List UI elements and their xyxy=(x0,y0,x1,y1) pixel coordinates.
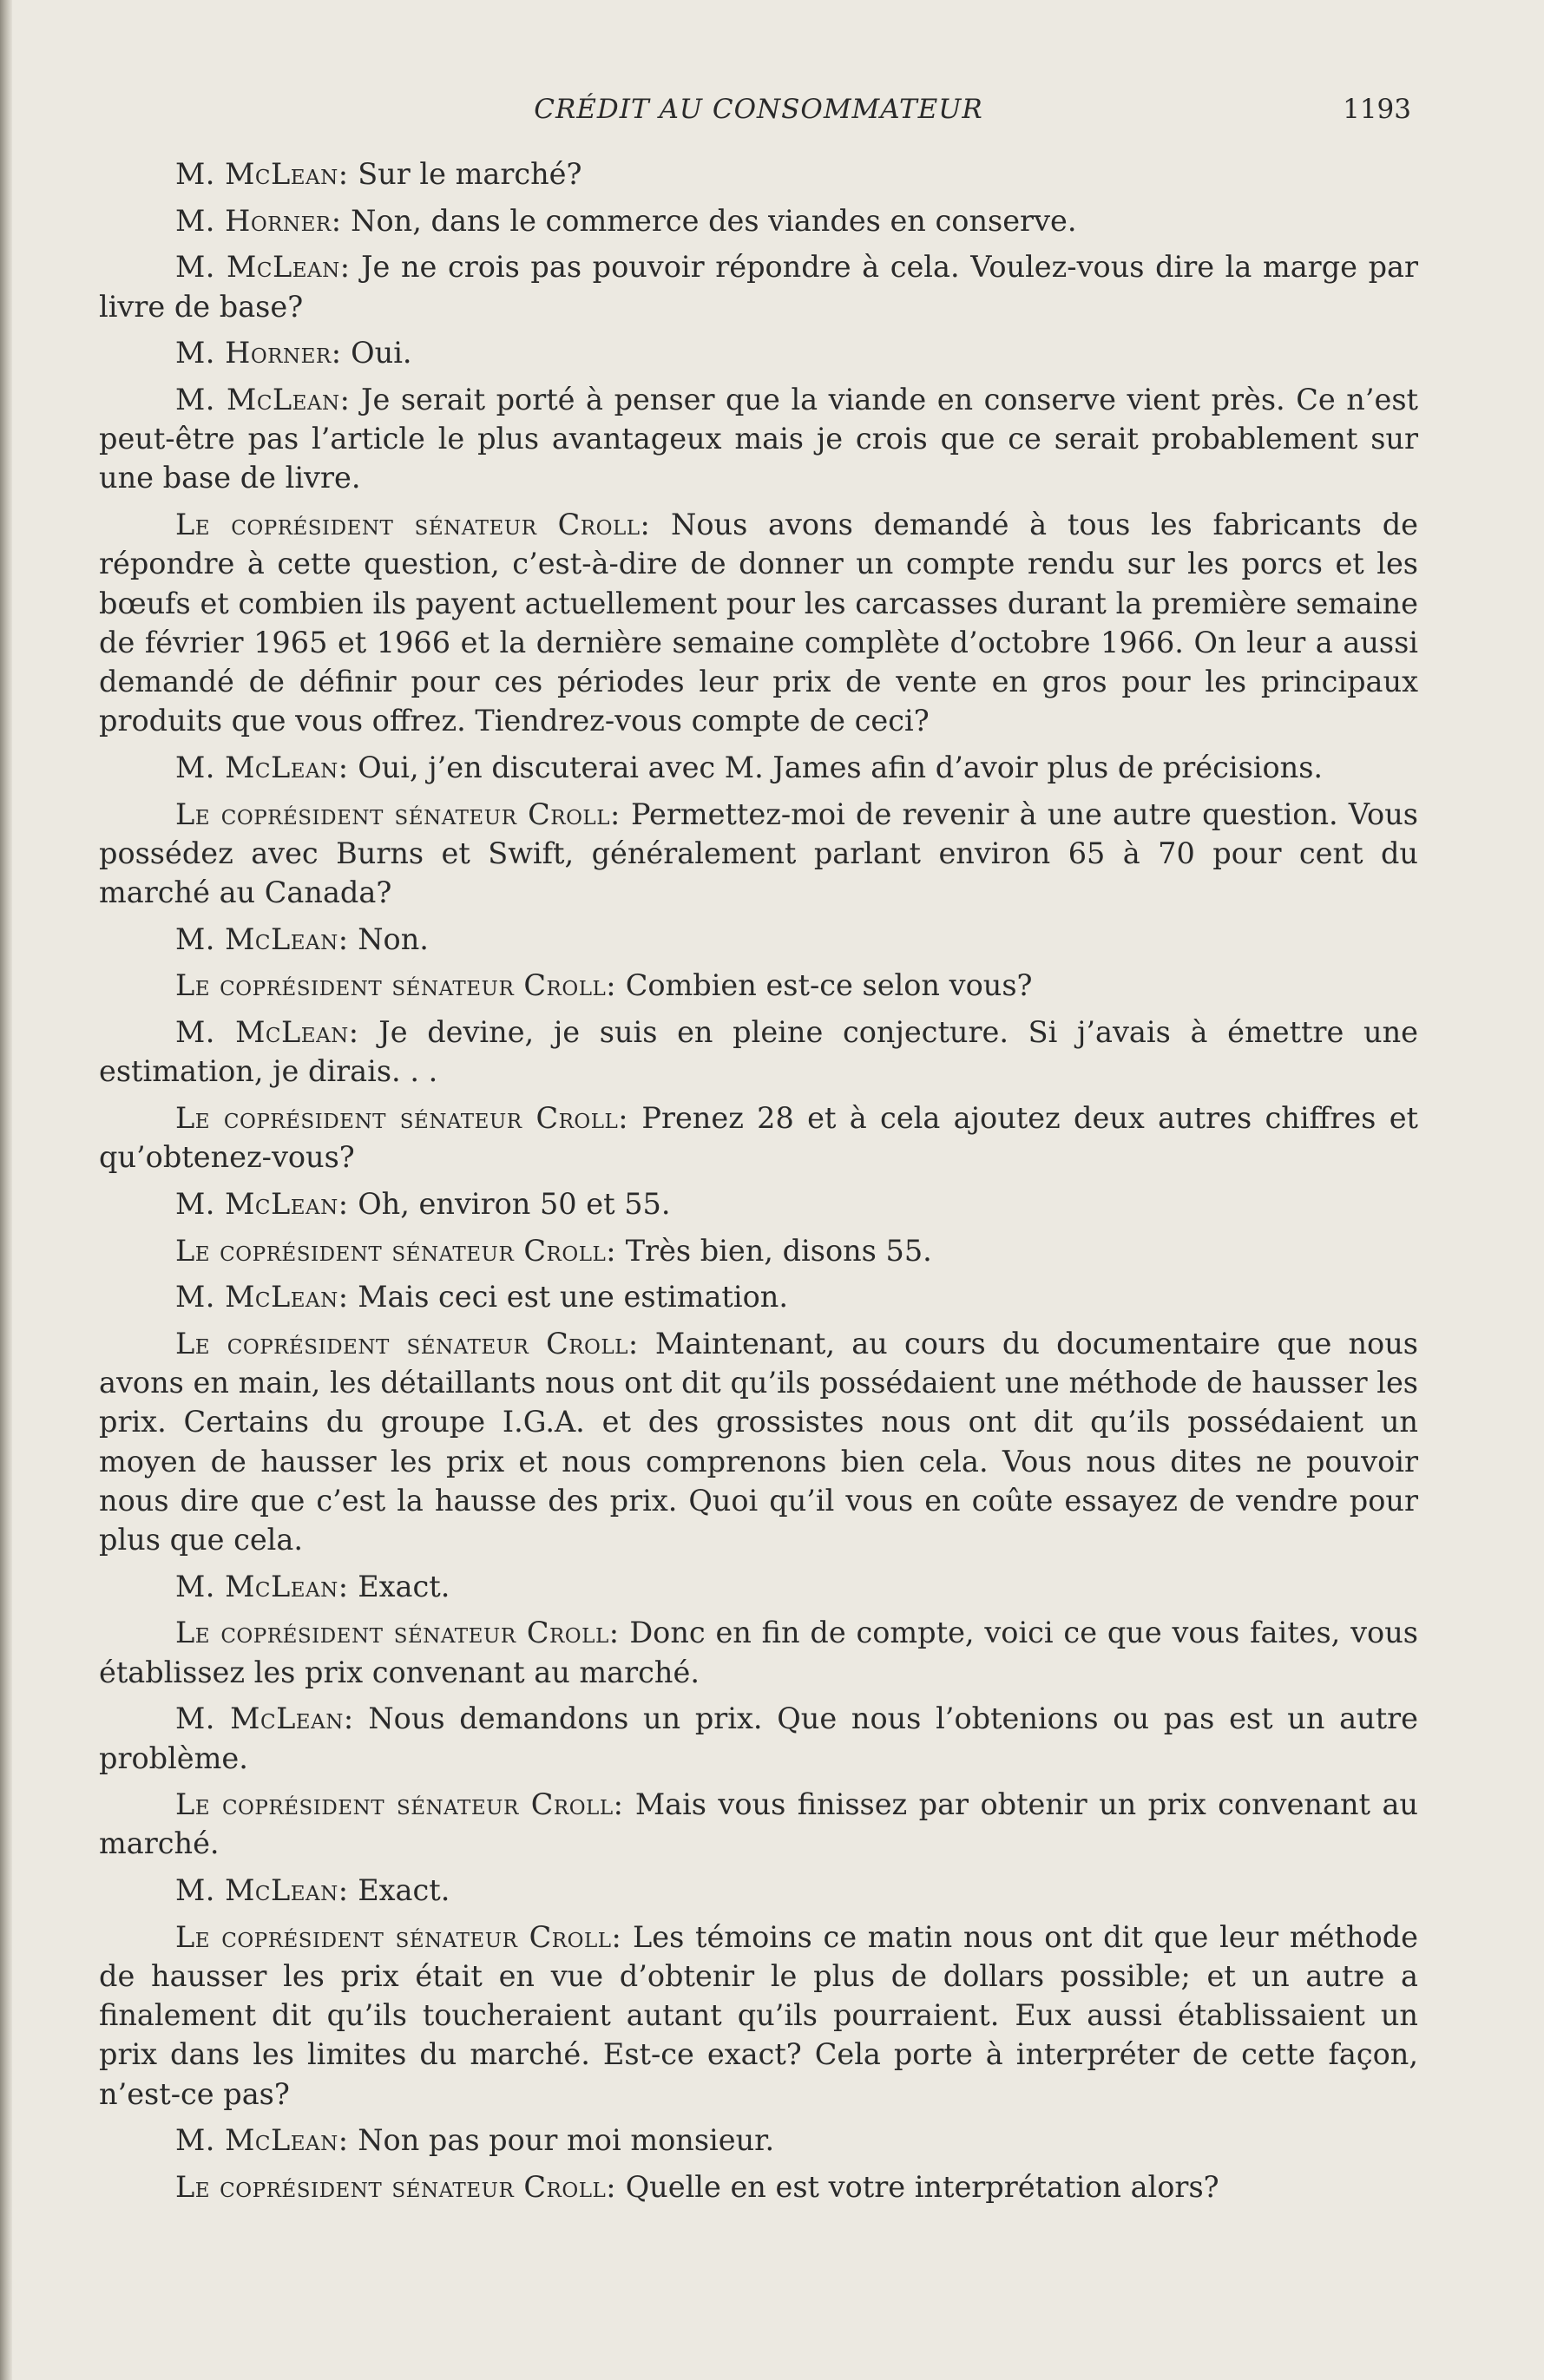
transcript-paragraph xyxy=(99,1184,1418,1223)
speech-text: Les témoins ce matin nous ont dit que leur méthode de hausser les prix était en vue d’obtenir le plus de dollars possible; et un autre a finalement dit qu’ils toucheraient autant qu’ils pourraient. Eux aussi établissaient un prix dans les limites du marché. Est-ce exact? Cela porte à interpréter de cette façon, n’est-ce pas? xyxy=(99,1919,1418,2111)
transcript-paragraph xyxy=(99,154,1418,193)
speech-text: Oh, environ 50 et 55. xyxy=(348,1186,671,1221)
speech-text: Non. xyxy=(348,921,429,956)
speech-text: Exact. xyxy=(348,1569,450,1603)
speaker-name: M. McLean: xyxy=(175,1701,354,1736)
speech-text: Je devine, je suis en pleine conjecture. Si j’avais à émettre une estimation, je dirais. . . xyxy=(99,1015,1418,1089)
speaker-name: M. McLean: xyxy=(175,2123,349,2158)
speaker-name: M. McLean: xyxy=(175,1873,349,1908)
speaker-name: Le coprésident sénateur Croll: xyxy=(175,797,621,831)
transcript-paragraph xyxy=(99,966,1418,1005)
transcript-paragraph xyxy=(99,333,1418,372)
speaker-name: M. McLean: xyxy=(175,1569,349,1603)
transcript-paragraph xyxy=(99,1785,1418,1863)
speaker-name: Le coprésident sénateur Croll: xyxy=(175,1787,624,1822)
speech-text: Nous demandons un prix. Que nous l’obtenions ou pas est un autre problème. xyxy=(99,1701,1418,1775)
transcript-paragraph xyxy=(99,795,1418,913)
speaker-name: Le coprésident sénateur Croll: xyxy=(175,1919,622,1954)
speech-text: Non, dans le commerce des viandes en conserve. xyxy=(341,203,1077,238)
transcript-paragraph xyxy=(99,748,1418,787)
speaker-name: Le coprésident sénateur Croll: xyxy=(175,1100,629,1135)
transcript-paragraph xyxy=(99,1231,1418,1270)
speaker-name: Le coprésident sénateur Croll: xyxy=(175,968,617,1003)
speech-text: Prenez 28 et à cela ajoutez deux autres chiffres et qu’obtenez-vous? xyxy=(99,1100,1418,1175)
speaker-name: Le coprésident sénateur Croll: xyxy=(175,2170,617,2205)
transcript-paragraph xyxy=(99,201,1418,240)
speech-text: Donc en fin de compte, voici ce que vous faites, vous établissez les prix convenant au marché. xyxy=(99,1616,1418,1689)
transcript-paragraph xyxy=(99,1613,1418,1691)
speech-text: Je serait porté à penser que la viande en conserve vient près. Ce n’est peut-être pas l’article le plus avantageux mais je crois que ce serait probablement sur une base de livre. xyxy=(99,383,1418,495)
transcript-paragraph xyxy=(99,1871,1418,1910)
transcript-paragraph xyxy=(99,1567,1418,1606)
speech-text: Combien est-ce selon vous? xyxy=(616,968,1033,1003)
speech-text: Sur le marché? xyxy=(348,157,582,191)
speech-text: Exact. xyxy=(348,1873,450,1908)
speech-text: Permettez-moi de revenir à une autre question. Vous possédez avec Burns et Swift, généralement parlant environ 65 à 70 pour cent du marché au Canada? xyxy=(99,797,1418,909)
page-number: 1193 xyxy=(1343,94,1411,125)
speaker-name: Le coprésident sénateur Croll: xyxy=(175,1233,617,1268)
speaker-name: M. Horner: xyxy=(175,336,342,370)
speech-text: Je ne crois pas pouvoir répondre à cela. Voulez-vous dire la marge par livre de base? xyxy=(99,250,1418,324)
document-page xyxy=(99,94,1418,2214)
speech-text: Mais ceci est une estimation. xyxy=(348,1280,789,1315)
transcript-paragraph xyxy=(99,1324,1418,1559)
speech-text: Mais vous finissez par obtenir un prix convenant au marché. xyxy=(99,1787,1418,1861)
speech-text: Quelle en est votre interprétation alors? xyxy=(616,2170,1219,2205)
speaker-name: Le coprésident sénateur Croll: xyxy=(175,508,651,542)
speaker-name: M. McLean: xyxy=(175,250,351,285)
speech-text: Non pas pour moi monsieur. xyxy=(348,2123,775,2158)
transcript-paragraph xyxy=(99,2167,1418,2206)
speaker-name: M. McLean: xyxy=(175,383,351,417)
running-title: CRÉDIT AU CONSOMMATEUR xyxy=(534,94,983,125)
speaker-name: M. McLean: xyxy=(175,1280,349,1315)
transcript-paragraph xyxy=(99,380,1418,498)
speech-text: Maintenant, au cours du documentaire que nous avons en main, les détaillants nous ont dit qu’ils possédaient une méthode de hausser les prix. Certains du groupe I.G.A. et des grossistes nous ont dit qu’ils possédaient un moyen de hausser les prix et nous comprenons bien cela. Vous nous dites ne pouvoir nous dire que c’est la hausse des prix. Quoi qu’il vous en coûte essayez de vendre pour plus que cela. xyxy=(99,1326,1418,1557)
running-header xyxy=(99,94,1418,142)
speaker-name: M. McLean: xyxy=(175,921,349,956)
transcript-paragraph xyxy=(99,1918,1418,2114)
transcript-body xyxy=(99,154,1418,2206)
transcript-paragraph xyxy=(99,1277,1418,1316)
speaker-name: M. McLean: xyxy=(175,750,349,784)
speech-text: Nous avons demandé à tous les fabricants de répondre à cette question, c’est-à-dire de donner un compte rendu sur les porcs et les bœufs et combien ils payent actuellement pour les carcasses durant la première semaine de février 1965 et 1966 et la dernière semaine complète d’octobre 1966. On leur a aussi demandé de définir pour ces périodes leur prix de vente en gros pour les principaux produits que vous offrez. Tiendrez-vous compte de ceci? xyxy=(99,508,1418,738)
speaker-name: Le coprésident sénateur Croll: xyxy=(175,1616,620,1650)
speaker-name: M. McLean: xyxy=(175,157,349,191)
speaker-name: Le coprésident sénateur Croll: xyxy=(175,1326,639,1360)
speaker-name: M. McLean: xyxy=(175,1186,349,1221)
transcript-paragraph xyxy=(99,1013,1418,1091)
speech-text: Très bien, disons 55. xyxy=(616,1233,932,1268)
transcript-paragraph xyxy=(99,1699,1418,1777)
transcript-paragraph xyxy=(99,247,1418,325)
transcript-paragraph xyxy=(99,2121,1418,2160)
speaker-name: M. McLean: xyxy=(175,1015,359,1050)
speaker-name: M. Horner: xyxy=(175,203,342,238)
transcript-paragraph xyxy=(99,505,1418,740)
page-binding-edge xyxy=(0,0,12,2380)
speech-text: Oui. xyxy=(341,336,412,370)
speech-text: Oui, j’en discuterai avec M. James afin d’avoir plus de précisions. xyxy=(348,750,1324,784)
transcript-paragraph xyxy=(99,920,1418,959)
transcript-paragraph xyxy=(99,1098,1418,1177)
